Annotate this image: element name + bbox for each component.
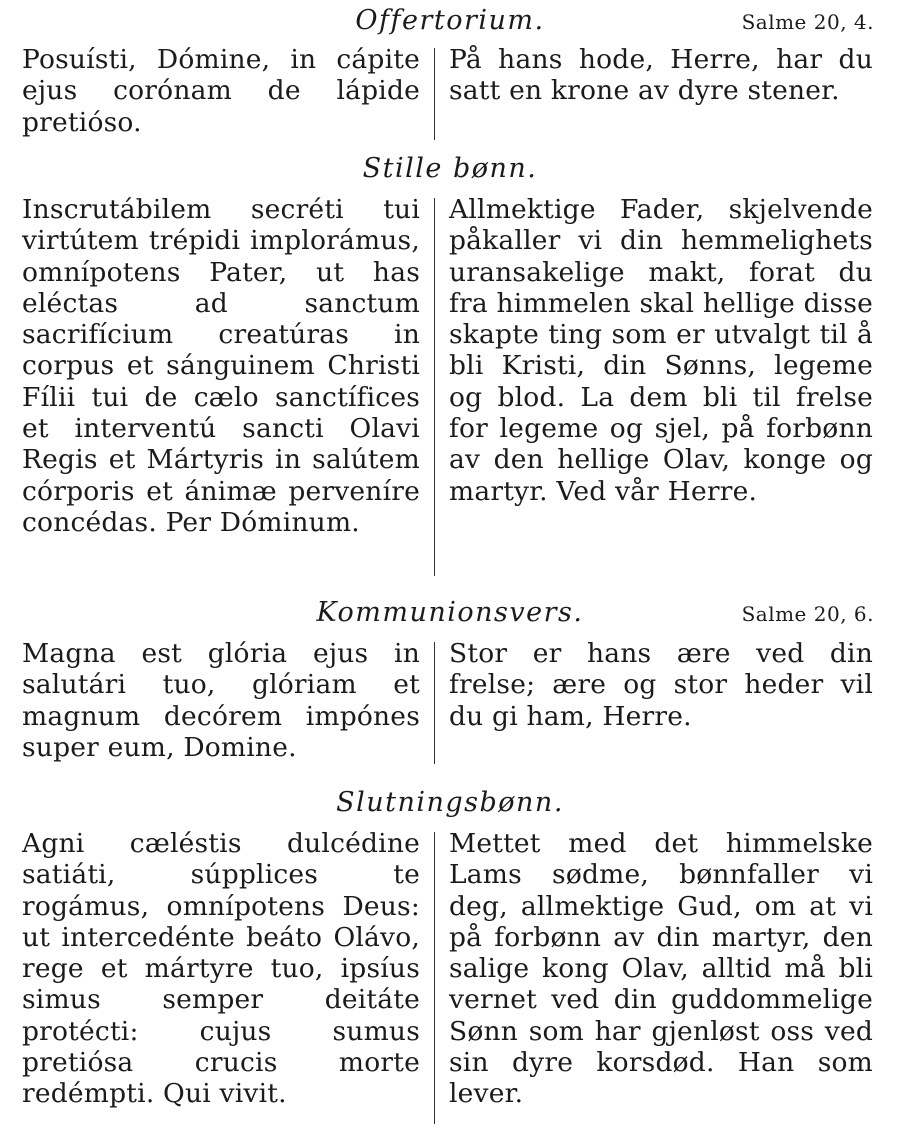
column-divider (434, 48, 435, 140)
slutningsbonn-section (0, 786, 900, 1126)
offertorium-section (0, 4, 900, 144)
section-heading: Stille bønn. (362, 153, 538, 184)
norwegian-text: Mettet med det himmelske Lams sødme, bønnfaller vi deg, allmektige Gud, om at vi på forbønn av din martyr, den salige kong Olav, alltid må bli vernet ved din guddommelige Sønn som har gjenløst oss ved sin dyre korsdød. Han som lever. (449, 828, 873, 1110)
norwegian-text: Allmektige Fader, skjelvende påkaller vi din hemmelighets uransakelige makt, forat du fra himmelen skal hellige disse skapte ting som er utvalgt til å bli Kristi, din Sønns, legeme og blod. La dem bli til frelse for legeme og sjel, på forbønn av den hellige Olav, konge og martyr. Ved vår Herre. (449, 194, 873, 507)
latin-text: Posuísti, Dómine, in cápite ejus corónam de lápide pretióso. (22, 44, 420, 138)
psalm-reference: Salme 20, 6. (741, 602, 874, 626)
norwegian-text: På hans hode, Herre, har du satt en krone av dyre stener. (449, 44, 873, 107)
column-divider (434, 642, 435, 764)
norwegian-text: Stor er hans ære ved din frelse; ære og stor heder vil du gi ham, Herre. (449, 638, 873, 732)
column-divider (434, 198, 435, 576)
kommunionsvers-section (0, 596, 900, 766)
latin-text: Agni cæléstis dulcédine satiáti, súpplices te rogámus, omnípotens Deus: ut intercedénte beáto Olávo, rege et mártyre tuo, ipsíus simus semper deitáte protécti: cujus sumus pretiósa crucis morte redémpti. Qui vivit. (22, 828, 420, 1110)
latin-text: Magna est glória ejus in salutári tuo, glóriam et magnum decórem impónes super eum, Domine. (22, 638, 420, 763)
stille-bonn-section (0, 152, 900, 582)
psalm-reference: Salme 20, 4. (741, 10, 874, 34)
column-divider (434, 832, 435, 1124)
section-heading: Kommunionsvers. (316, 597, 584, 628)
section-heading: Slutningsbønn. (336, 787, 564, 818)
section-heading: Offertorium. (355, 5, 545, 36)
latin-text: Inscrutábilem secréti tui virtútem trépidi implorámus, omnípotens Pater, ut has eléctas ad sanctum sacrifícium creatúras in corpus et sánguinem Christi Fílii tui de cælo sanctífices et interventú sancti Olavi Regis et Mártyris in salútem córporis et ánimæ perveníre concédas. Per Dóminum. (22, 194, 420, 538)
